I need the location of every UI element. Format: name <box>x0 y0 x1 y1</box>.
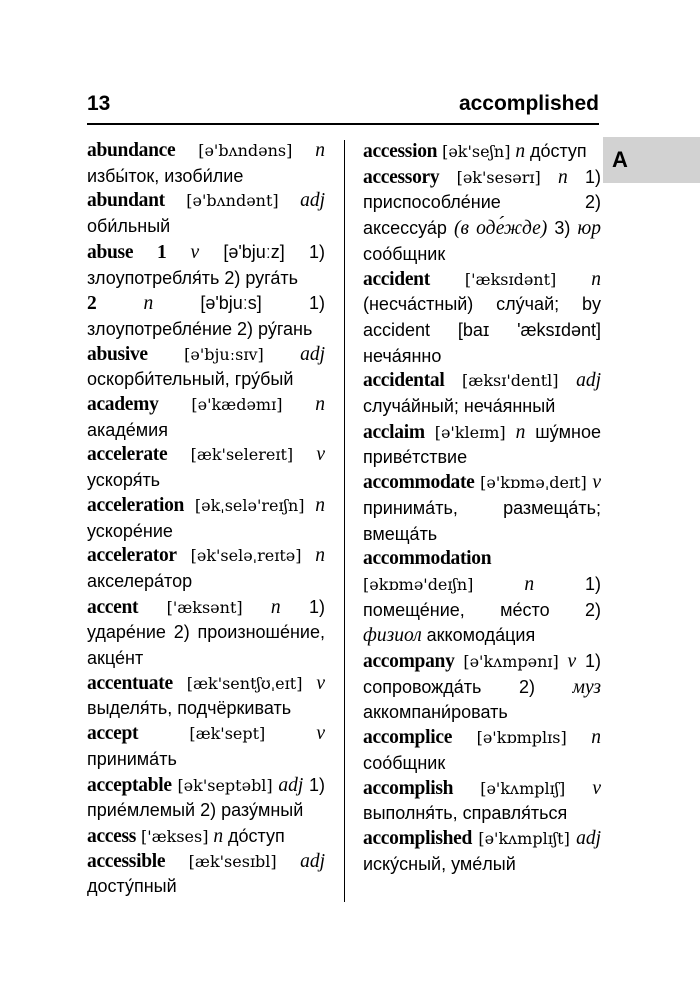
headword: accomplice <box>363 727 453 749</box>
definition: 1) приспособле́ние 2) аксессуа́р <box>363 166 601 239</box>
part-of-speech: v <box>316 672 325 694</box>
dictionary-entry <box>87 443 325 493</box>
definition: оскорби́тельный, гру́бый <box>87 369 294 390</box>
transcription: ['æksənt] <box>166 597 243 617</box>
dictionary-entry <box>87 343 325 393</box>
headword: accessory <box>363 166 440 188</box>
part-of-speech: n <box>213 825 224 847</box>
transcription: [ək'seləˌreɪtə] <box>190 546 302 566</box>
transcription: [ə'bjuːsɪv] <box>184 344 264 364</box>
dictionary-entry <box>87 595 325 672</box>
headword: accidental <box>363 370 445 392</box>
part-of-speech: v <box>592 472 601 494</box>
definition: выполня́ть, справля́ться <box>363 803 568 824</box>
part-of-speech: n <box>315 494 326 516</box>
part-of-speech: adj <box>576 827 602 849</box>
headword: acceptable <box>87 774 172 796</box>
right-column <box>363 139 601 877</box>
headword: abundant <box>87 190 165 212</box>
dictionary-entry <box>87 773 325 824</box>
headword: accident <box>363 268 430 290</box>
part-of-speech: v <box>190 241 200 263</box>
headword: accentuate <box>87 672 173 694</box>
part-of-speech: adj <box>576 370 602 392</box>
transcription: [æk'sesɪbl] <box>188 851 277 871</box>
part-of-speech: n <box>515 141 526 162</box>
headword: abundance <box>87 140 176 161</box>
definition: 1) прие́млемый 2) разу́мный <box>87 774 326 821</box>
headword: acclaim <box>363 421 425 443</box>
transcription: [ək'sesərɪ] <box>456 167 541 187</box>
definition: избы́ток, изоби́лие <box>87 165 244 186</box>
headword: accommodate <box>363 472 475 494</box>
part-of-speech: n <box>143 293 154 315</box>
part-of-speech: adj <box>278 774 304 796</box>
definition: аккомода́ция <box>426 625 536 646</box>
transcription: ['æksɪdənt] <box>464 269 557 289</box>
transcription: [ə'kʌmpənɪ] <box>463 652 559 672</box>
definition: ускоре́ние <box>87 520 173 541</box>
dictionary-entry <box>87 393 325 443</box>
definition: до́ступ <box>529 141 587 161</box>
definition: аккомпани́ровать <box>363 702 508 723</box>
dictionary-entry <box>363 268 601 370</box>
part-of-speech: adj <box>300 850 326 872</box>
transcription: [ə'kædəmɪ] <box>191 395 283 415</box>
dictionary-entry <box>87 494 325 544</box>
definition: выделя́ть, подчёркивать <box>87 698 292 719</box>
dictionary-entry <box>87 850 325 900</box>
transcription: [æk'sentʃʊˌeɪt] <box>186 673 303 693</box>
transcription: [æk'sept] <box>189 724 266 744</box>
definition: соо́бщник <box>363 243 446 264</box>
definition: [ə'bjuːz] 1) злоупотребля́ть 2) руга́ть <box>87 241 326 288</box>
usage-label: физиол <box>363 625 422 647</box>
page-header <box>87 92 599 118</box>
transcription: [ə'kʌmplɪʃ] <box>480 778 566 798</box>
dictionary-entry <box>363 420 601 471</box>
definition: 1) сопровожда́ть 2) <box>363 651 601 697</box>
headword: accommodation <box>363 548 492 570</box>
definition: до́ступ <box>227 825 285 846</box>
part-of-speech: n <box>524 573 535 595</box>
part-of-speech: n <box>315 545 326 567</box>
header-rule <box>87 123 599 125</box>
dictionary-entry <box>87 240 325 291</box>
part-of-speech: n <box>515 421 526 443</box>
transcription: [æksɪ'dentl] <box>462 371 559 391</box>
usage-label: (в оде́жде) <box>454 218 548 240</box>
thumb-index-letter: A <box>612 147 628 172</box>
definition: оби́льный <box>87 216 171 237</box>
headword: acceleration <box>87 494 185 516</box>
part-of-speech: v <box>592 777 601 799</box>
dictionary-entry <box>363 649 601 726</box>
column-divider <box>344 140 345 902</box>
dictionary-entry <box>87 824 325 850</box>
transcription: [æk'selereɪt] <box>190 445 294 465</box>
dictionary-entry <box>363 139 601 165</box>
definition: 1) помеще́ние, ме́сто 2) <box>363 573 602 620</box>
left-column <box>87 139 325 900</box>
headword: accomplished <box>363 827 473 849</box>
part-of-speech: n <box>315 140 326 161</box>
dictionary-entry <box>363 471 601 547</box>
definition: иску́сный, уме́лый <box>363 853 516 874</box>
definition: 3) <box>554 218 571 239</box>
definition: 1) ударе́ние 2) произноше́ние, акце́нт <box>87 596 325 669</box>
transcription: [ə'kɒmplɪs] <box>476 728 567 748</box>
dictionary-entry <box>363 547 601 649</box>
definition: принима́ть <box>87 748 177 769</box>
usage-label: муз <box>572 676 601 698</box>
dictionary-entry <box>87 722 325 772</box>
transcription: [ə'kɒməˌdeɪt] <box>480 473 587 493</box>
dictionary-entry <box>87 139 325 189</box>
transcription: [ə'bʌndənt] <box>186 191 279 211</box>
transcription: [ə'kleɪm] <box>434 422 506 442</box>
dictionary-entry <box>363 369 601 419</box>
headword: accent <box>87 596 139 618</box>
definition: акаде́мия <box>87 419 168 440</box>
part-of-speech: n <box>558 166 568 188</box>
dictionary-entry <box>363 777 601 827</box>
definition: ускоря́ть <box>87 470 161 491</box>
definition: [ə'bjuːs] 1) злоупотребле́ние 2) ру́гань <box>87 293 325 339</box>
part-of-speech: n <box>270 596 281 618</box>
page-number: 13 <box>87 92 111 115</box>
definition: (несча́стный) слу́чай; by accident [baɪ 'æksɪdənt] неча́янно <box>363 294 601 366</box>
headword: accessible <box>87 850 166 872</box>
part-of-speech: v <box>316 723 326 745</box>
part-of-speech: v <box>316 444 326 466</box>
definition: акселера́тор <box>87 570 193 591</box>
part-of-speech: v <box>567 651 577 673</box>
definition: случа́йный; неча́янный <box>363 396 556 417</box>
usage-label: юр <box>577 218 601 240</box>
part-of-speech: n <box>591 268 601 290</box>
dictionary-entry <box>363 827 601 877</box>
part-of-speech: adj <box>300 343 325 365</box>
dictionary-entry <box>87 672 325 722</box>
headword: accompany <box>363 651 455 673</box>
headword: access <box>87 825 137 847</box>
headword: accomplish <box>363 777 454 799</box>
transcription: [əkˌselə'reɪʃn] <box>194 495 305 515</box>
headword: 2 <box>87 293 97 315</box>
dictionary-entry <box>363 726 601 776</box>
transcription: ['ækses] <box>140 826 209 846</box>
transcription: [ə'bʌndəns] <box>198 141 293 160</box>
running-head: accomplished <box>458 92 599 115</box>
definition: досту́пный <box>87 876 177 897</box>
definition: соо́бщник <box>363 752 446 773</box>
thumb-index-tab <box>603 137 700 183</box>
headword: accelerate <box>87 444 168 466</box>
part-of-speech: adj <box>300 190 326 212</box>
transcription: [əkɒmə'deɪʃn] <box>363 574 474 594</box>
dictionary-entry <box>363 165 601 268</box>
dictionary-entry <box>87 544 325 594</box>
transcription: [ək'seʃn] <box>442 142 511 161</box>
headword: accession <box>363 141 438 162</box>
headword: academy <box>87 394 159 416</box>
definition: принима́ть, размеща́ть; вмеща́ть <box>363 497 601 544</box>
part-of-speech: n <box>591 727 602 749</box>
headword: accept <box>87 723 139 745</box>
transcription: [ə'kʌmplɪʃt] <box>478 828 570 848</box>
definition: шу́мное приве́тствие <box>363 421 602 468</box>
headword: accelerator <box>87 545 177 567</box>
transcription: [ək'septəbl] <box>177 775 273 795</box>
part-of-speech: n <box>315 394 325 416</box>
headword: abuse 1 <box>87 241 167 263</box>
dictionary-entry <box>87 291 325 342</box>
headword: abusive <box>87 343 148 365</box>
dictionary-entry <box>87 189 325 239</box>
